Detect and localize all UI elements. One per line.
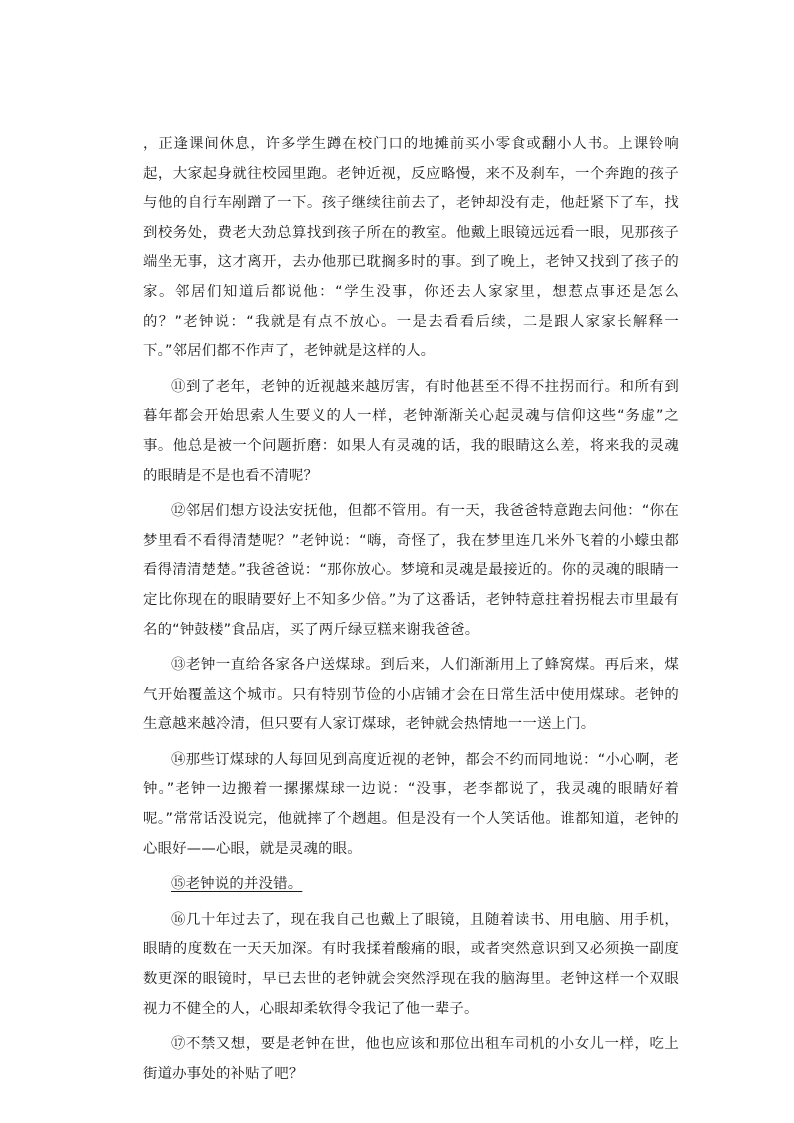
paragraph-16: ⑯几十年过去了，现在我自己也戴上了眼镜，且随着读书、用电脑、用手机，眼睛的度数在一天天加深。有时我揉着酸痛的眼，或者突然意识到又必须换一副度数更深的眼镜时，早已去世的老钟就会突然浮现在我的脑海里。老钟这样一个双眼视力不健全的人，心眼却柔软得令我记了他一辈子。 xyxy=(143,911,679,1017)
paragraph-14: ⑭那些订煤球的人每回见到高度近视的老钟，都会不约而同地说：“小心啊，老钟。”老钟一边搬着一摞摞煤球一边说：“没事，老李都说了，我灵魂的眼睛好着呢。”常常话没说完，他就摔了个趔趄。但是没有一个人笑话他。谁都知道，老钟的心眼好——心眼，就是灵魂的眼。 xyxy=(143,751,679,857)
paragraph-17: ⑰不禁又想，要是老钟在世，他也应该和那位出租车司机的小女儿一样，吃上街道办事处的补贴了吧？ xyxy=(143,1036,679,1082)
underlined-sentence: ⑮老钟说的并没错。 xyxy=(171,876,303,893)
paragraph-10-continued: ，正逢课间休息，许多学生蹲在校门口的地摊前买小零食或翻小人书。上课铃响起，大家起身就往校园里跑。老钟近视，反应略慢，来不及刹车，一个奔跑的孩子与他的自行车剐蹭了一下。孩子继续往前去了，老钟却没有走，他赶紧下了车，找到校务处，费老大劲总算找到孩子所在的教室。他戴上眼镜远远看一眼，见那孩子端坐无事，这才离开，去办他那已耽搁多时的事。到了晚上，老钟又找到了孩子的家。邻居们知道后都说他：“学生没事，你还去人家家里，想惹点事还是怎么的？”老钟说：“我就是有点不放心。一是去看看后续，二是跟人家家长解释一下。”邻居们都不作声了，老钟就是这样的人。 xyxy=(143,136,679,360)
paragraph-11: ⑪到了老年，老钟的近视越来越厉害，有时他甚至不得不拄拐而行。和所有到暮年都会开始思索人生要义的人一样，老钟渐渐关心起灵魂与信仰这些“务虚”之事。他总是被一个问题折磨：如果人有灵魂的话，我的眼睛这么差，将来我的灵魂的眼睛是不是也看不清呢？ xyxy=(143,378,679,484)
paragraph-12: ⑫邻居们想方设法安抚他，但都不管用。有一天，我爸爸特意跑去问他：“你在梦里看不看得清楚呢？”老钟说：“嗨，奇怪了，我在梦里连几米外飞着的小蠓虫都看得清清楚楚。”我爸爸说：“那你放心。梦境和灵魂是最接近的。你的灵魂的眼睛一定比你现在的眼睛要好上不知多少倍。”为了这番话，老钟特意拄着拐棍去市里最有名的“钟鼓楼”食品店，买了两斤绿豆糕来谢我爸爸。 xyxy=(143,503,679,638)
paragraph-13: ⑬老钟一直给各家各户送煤球。到后来，人们渐渐用上了蜂窝煤。再后来，煤气开始覆盖这个城市。只有特别节俭的小店铺才会在日常生活中使用煤球。老钟的生意越来越冷清，但只要有人家订煤球，老钟就会热情地一一送上门。 xyxy=(143,657,679,733)
paragraph-15 xyxy=(143,870,679,900)
